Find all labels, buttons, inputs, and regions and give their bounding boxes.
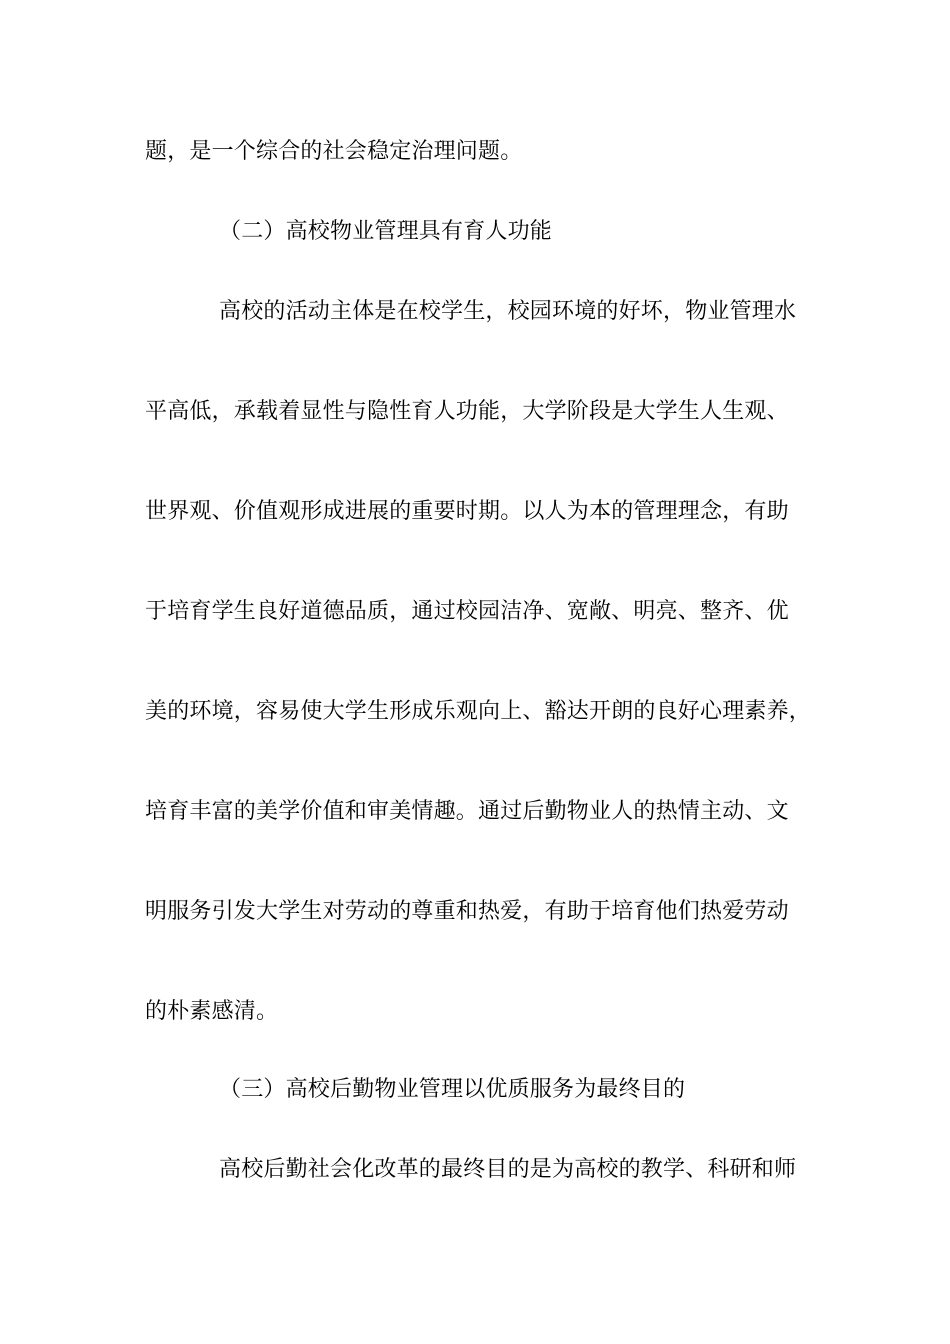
paragraph-line: 于培育学生良好道德品质，通过校园洁净、宽敞、明亮、整齐、优 xyxy=(145,599,789,624)
paragraph-line: 明服务引发大学生对劳动的尊重和热爱，有助于培育他们热爱劳动 xyxy=(145,899,789,924)
paragraph-line: 高校的活动主体是在校学生，校园环境的好坏，物业管理水 xyxy=(219,299,797,324)
paragraph-line: 的朴素感清。 xyxy=(145,999,279,1024)
section-heading-3: （三）高校后勤物业管理以优质服务为最终目的 xyxy=(219,1077,686,1102)
paragraph-line: 培育丰富的美学价值和审美情趣。通过后勤物业人的热情主动、文 xyxy=(145,799,789,824)
paragraph-line-continuation: 题，是一个综合的社会稳定治理问题。 xyxy=(145,139,523,164)
paragraph-line: 高校后勤社会化改革的最终目的是为高校的教学、科研和师 xyxy=(219,1157,797,1182)
section-heading-2: （二）高校物业管理具有育人功能 xyxy=(219,219,553,244)
paragraph-line: 美的环境，容易使大学生形成乐观向上、豁达开朗的良好心理素养， xyxy=(145,699,812,724)
paragraph-line: 平高低，承载着显性与隐性育人功能，大学阶段是大学生人生观、 xyxy=(145,399,789,424)
paragraph-line: 世界观、价值观形成进展的重要时期。以人为本的管理理念，有助 xyxy=(145,499,789,524)
